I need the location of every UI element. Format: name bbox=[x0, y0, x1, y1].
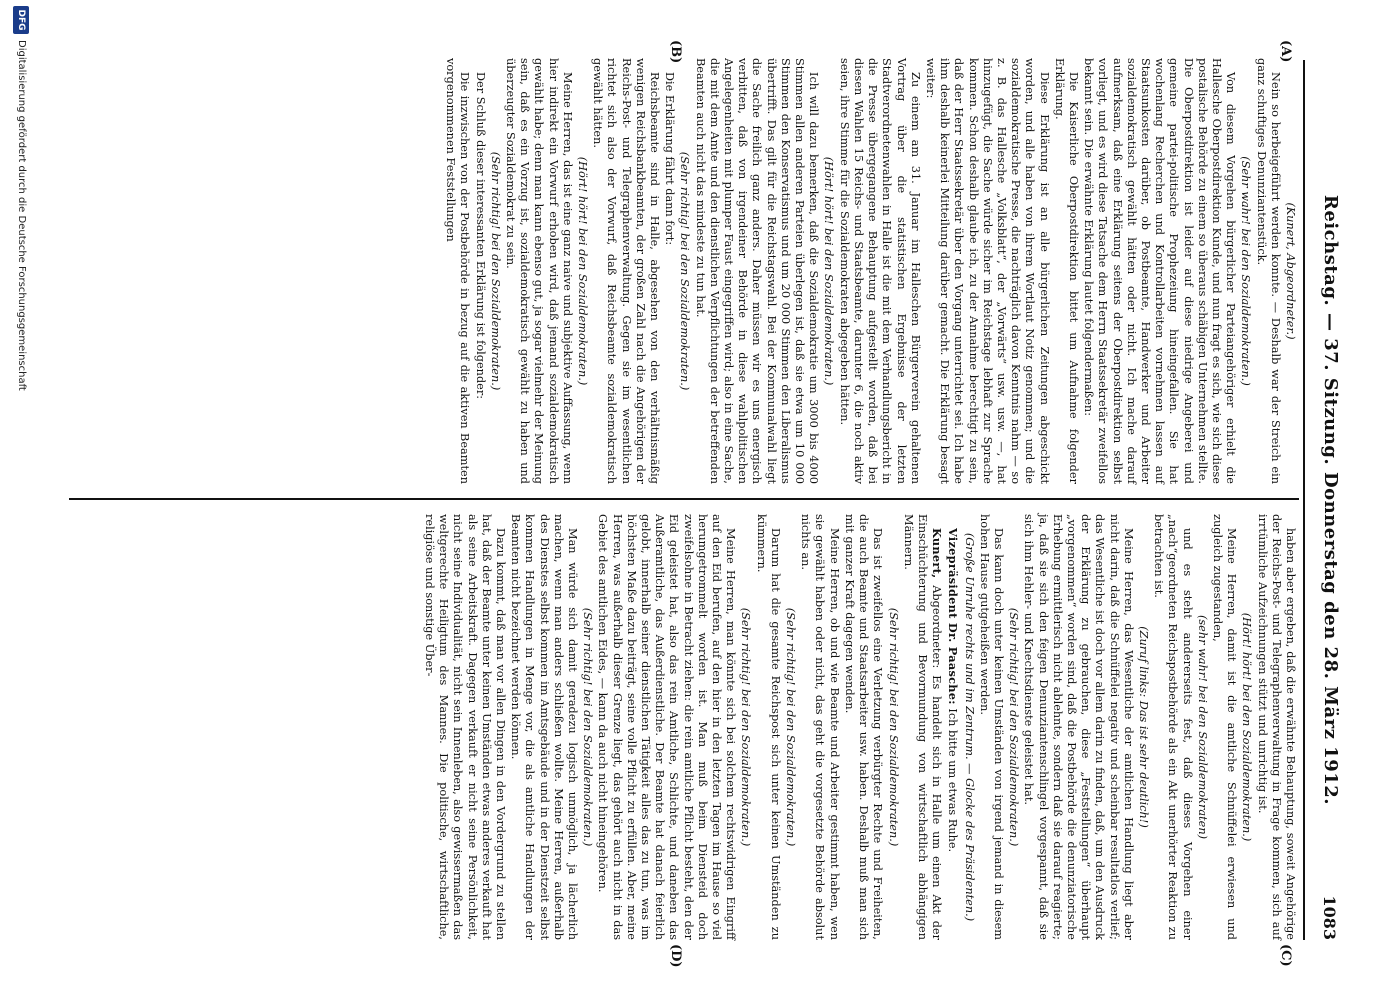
speaker-name: Vizepräsident Dr. Paasche: bbox=[946, 528, 961, 705]
interjection: (Sehr wahr! bei den Sozialdemokraten.) bbox=[1239, 156, 1253, 386]
interjection: (Kunert, Abgeordneter.) bbox=[1284, 202, 1297, 340]
interjection: (Sehr richtig! bei den Sozialdemokraten.) bbox=[739, 607, 753, 847]
interjection: (Große Unruhe rechts und im Zentrum. — Glocke des Präsidenten.) bbox=[962, 532, 976, 922]
paragraph: haben aber ergeben, daß die erwähnte Behauptung, soweit Angehörige der Reichs-Post- und Telegraphenverwaltung in Frage kommen, sich auf irrtümliche Aufzeichnungen stützt und unrichtig ist. bbox=[1255, 514, 1297, 940]
margin-letter-b: (B) bbox=[668, 40, 683, 64]
paragraph: Meine Herren, man könnte sich bei solchem rechtswidrigen Eingriff auf den Eid berufen, auf den hier in den letzten Tagen im Hause so viel herumgetrommelt worden ist. Man muß beim Diensteid doch zweifelsohne in Betracht ziehen: die rein amtliche Pflicht besteht, den der Eid geleistet hat, also das rein Amtliche, Schlichte, und daneben das Außeramtliche, das Außerdienstliche. Der Beamte hat danach feierlich gelobt, innerhalb seiner dienstlichen Tätigkeit alles das zu tun, was im höchsten Maße dazu beiträgt, seine volle Pflicht zu erfüllen. Aber, meine Herren, was außerhalb dieser Grenze liegt, das gehört auch nicht in das Gebiet des amtlichen Eides, — kann da auch nicht hineingehören. bbox=[596, 514, 738, 940]
page-number: 1083 bbox=[1320, 895, 1339, 940]
margin-letter-a: (A) bbox=[1278, 40, 1293, 63]
paragraph: Meine Herren, das Wesentliche der amtlichen Handlung liegt aber nicht darin, daß die Schnüffelei negativ und scheinbar resultatlos verlief; das Wesentliche ist doch vor allem darin zu finden, daß, um den Ausdruck der Erklärung zu gebrauchen, diese „Feststellungen“ überhaupt „vorgenommen“ worden sind, daß die Postbehörde die denunziatorische Erhebung ermittlerisch nicht ablehnte, sondern daß sie darauf reagierte; ja, daß sie sich den feigen Denunziantenschlingel vorgespannt, daß sie sich ihm Hehler- und Knechtsdienste geleistet hat. bbox=[1022, 514, 1135, 940]
paragraph: Meine Herren, das ist eine ganz naive und subjektive Auffassung, wenn hier indirekt ein Vorwurf erhoben wird, daß jemand sozialdemokratisch gewählt habe; denn man kann ebenso gut, ja sogar vielmehr der Meinung sein, daß es ein Vorzug ist, sozialdemokratisch gewählt zu haben und überzeugter Sozialdemokrat zu sein. bbox=[504, 58, 574, 484]
speaker-paragraph bbox=[945, 514, 960, 940]
column-divider bbox=[69, 498, 1299, 500]
interjection: (Hört! hört! bei den Sozialdemokraten.) bbox=[822, 156, 836, 386]
paragraph: Die inzwischen von der Postbehörde in bezug auf die aktiven Beamten vorgenommenen Feststellungen bbox=[444, 58, 472, 484]
interjection: (Sehr richtig! bei den Sozialdemokraten.) bbox=[886, 607, 900, 847]
left-column bbox=[442, 58, 1297, 484]
paragraph: Dazu kommt, daß man vor allen Dingen in den Vordergrund zu stellen hat, daß der Beamte unter keinen Umständen etwas anderes verkauft hat als seine Arbeitskraft. Dagegen verkauft er nicht seine Persönlichkeit, nicht seine Individualität, nicht sein Innenleben, also gewissermaßen das weltgerechte Heiligtum des Mannes. Die politische, wirtschaftliche, religiöse und sonstige Über- bbox=[423, 514, 508, 940]
paragraph: Meine Herren, damit ist die amtliche Schnüffelei erwiesen und zugleich zugestanden, bbox=[1210, 514, 1239, 940]
running-title: Reichstag. — 37. Sitzung. Donnerstag den 28. März 1912. bbox=[1320, 194, 1341, 806]
interjection: (Sehr richtig! bei den Sozialdemokraten.) bbox=[581, 607, 595, 847]
interjection: (Sehr richtig! bei den Sozialdemokraten.) bbox=[488, 151, 502, 391]
interjection: (Sehr richtig! bei den Sozialdemokraten.) bbox=[784, 607, 798, 847]
interjection: (Hört! hört! bei den Sozialdemokraten.) bbox=[576, 156, 590, 386]
paragraph: Das ist zweifellos eine Verletzung verbürgter Rechte und Freiheiten, die auch Beamte und Staatsarbeiter usw. haben. Deshalb muß man sich mit ganzer Kraft dagegen wenden. bbox=[842, 514, 885, 940]
paragraph: Die Erklärung fährt dann fort: bbox=[663, 72, 677, 246]
right-column bbox=[421, 514, 1297, 940]
paragraph: Die Kaiserliche Oberpostdirektion bittet um Aufnahme folgender Erklärung. bbox=[1052, 58, 1080, 484]
interjection: (Sehr richtig! bei den Sozialdemokraten.) bbox=[678, 151, 692, 391]
paragraph: Von diesem Vorgehen bürgerlicher Parteiangehöriger erhielt die Hallesche Oberpostdirektion Kunde, und nun fragt es sich, wie sich diese postalische Behörde zu einem so überaus schäbigen Unternehmen stellte. Die Oberpostdirektion ist leider auf diese niedrige Angeberei und gemeine partei-politische Prophezeiung hineingefallen. Sie hat wochenlang Recherchen und Kontrollarbeiten vornehmen lassen auf Staatsunkosten darüber, ob Postbeamte, Handwerker und Arbeiter sozialdemokratisch gewählt hätten oder nicht. Ich mache darauf aufmerksam, daß eine Erklärung seitens der Oberpostdirektion selbst vorliegt, und es wird diese Tatsache dem Herrn Staatssekretär zweifellos bekannt sein. Die erwähnte Erklärung lautet folgendermaßen: bbox=[1082, 58, 1238, 484]
interjection: (Sehr richtig! bei den Sozialdemokraten.) bbox=[1007, 607, 1021, 847]
paragraph: Das kann doch unter keinen Umständen von irgend jemand in diesem hohen Hause gutgeheißen werden. bbox=[977, 514, 1005, 940]
paragraph: Man würde sich damit geradezu logisch unmöglich, ja lächerlich machen, wenn man anders schließen wollte. Meine Herren, außerhalb des Dienstes selbst kommen im Amtsgebäude und in der Dienstzeit selbst kommen Handlungen in Menge vor, die als amtliche Handlungen der Beamten nicht bezeichnet werden können. bbox=[509, 514, 580, 940]
dfg-logo: DFG bbox=[13, 6, 29, 34]
paragraph: Ich will dazu bemerken, daß die Sozialdemokratie um 3000 bis 4000 Stimmen allen anderen Parteien überlegen ist, daß sie etwa um 10 000 Stimmen den Konservatismus und um 20 000 Stimmen den Liberalismus übertrifft. Das gilt für die Reichstagswahl. Bei der Kommunalwahl liegt die Sache freilich ganz anders. Daher müssen wir es uns energisch verbitten, daß von irgendeiner Behörde in diese wahlpolitischen Angelegenheiten mit plumper Faust eingegriffen wird; also in eine Sache, die mit dem Amte und den dienstlichen Verpflichtungen der betreffenden Beamten auch nicht das mindeste zu tun hat. bbox=[693, 58, 821, 484]
paragraph: und es steht andererseits fest, daß dieses Vorgehen einer „nach“geordneten Reichspostbehörde als ein Akt unerhörter Reaktion zu betrachten ist. bbox=[1152, 514, 1194, 940]
paragraph: Darum hat die gesamte Reichspost sich unter keinen Umständen zu kümmern. bbox=[754, 514, 782, 940]
paragraph: Meine Herren, ob und wie Beamte und Arbeiter gestimmt haben, wen sie gewählt haben oder nicht, das geht die vorgesetzte Behörde absolut nichts an. bbox=[799, 514, 841, 940]
speech-text: Abgeordneter: Es handelt sich in Halle um einen Akt der Einschüchterung und Bevormundung von wirtschaftlich abhängigen Männern. bbox=[901, 514, 944, 941]
paragraph: Diese Erklärung ist an alle bürgerlichen Zeitungen abgeschickt worden, und alle haben von ihrem Wortlaut Notiz genommen; und die sozialdemokratische Presse, die nachträglich davon Kenntnis nahm — so z. B. das Hallesche „Volksblatt“, der „Vorwärts“ usw. usw. —, hat hinzugefügt, die Sache würde sicher im Reichstage lebhaft zur Sprache kommen. Schon deshalb glaube ich, zu der Annahme berechtigt zu sein, daß der Herr Staatssekretär über den Vorgang unterrichtet sei. Ich habe ihm deshalb keinerlei Mitteilung darüber gemacht. Die Erklärung besagt weiter: bbox=[923, 58, 1051, 484]
paragraph: Der Schluß dieser interessanten Erklärung ist folgender: bbox=[473, 72, 487, 400]
interjection: (sehr wahr! bei den Sozialdemokraten) bbox=[1195, 614, 1209, 840]
page-header bbox=[1313, 60, 1343, 940]
page-footer bbox=[9, 0, 33, 1000]
paragraph: Reichsbeamte sind in Halle, abgesehen von den verhältnismäßig wenigen Reichsbankbeamten, der großen Zahl nach die Angehörigen der Reichs-Post- und Telegraphenverwaltung. Gegen sie im wesentlichen richtet sich also der Vorwurf, daß Reichsbeamte sozialdemokratisch gewählt hätten. bbox=[591, 58, 662, 484]
funding-credit: Digitalisierung gefördert durch die Deutsche Forschungsgemeinschaft bbox=[16, 40, 27, 391]
margin-letter-d: (D) bbox=[668, 944, 683, 968]
interjection: (Hört! hört! bei den Sozialdemokraten.) bbox=[1240, 612, 1254, 842]
header-rule bbox=[1303, 60, 1305, 940]
speaker-name: Kunert, bbox=[930, 528, 945, 579]
margin-letter-c: (C) bbox=[1278, 944, 1293, 967]
speech-text: Ich bitte um etwas Ruhe. bbox=[946, 708, 960, 853]
speaker-paragraph bbox=[901, 514, 945, 940]
paragraph: Nein so herbeigeführt werden konnte. — Deshalb war der Streich ein ganz schuftiges Denunziantenstück. bbox=[1254, 58, 1282, 484]
paragraph: Zu einem am 31. Januar im Halleschen Bürgerverein gehaltenen Vortrag über die statistischen Ergebnisse der letzten Stadtverordnetenwahlen in Halle ist die mit dem Verhandlungsbericht in die Presse übergegangene Behauptung aufgestellt worden, daß bei diesen Wahlen 15 Reichs- und Staatsbeamte, darunter 6, die noch aktiv seien, ihre Stimme für die Sozialdemokraten abgegeben hätten. bbox=[837, 58, 922, 484]
interjection: (Zuruf links: Das ist sehr deutlich!) bbox=[1136, 626, 1150, 828]
